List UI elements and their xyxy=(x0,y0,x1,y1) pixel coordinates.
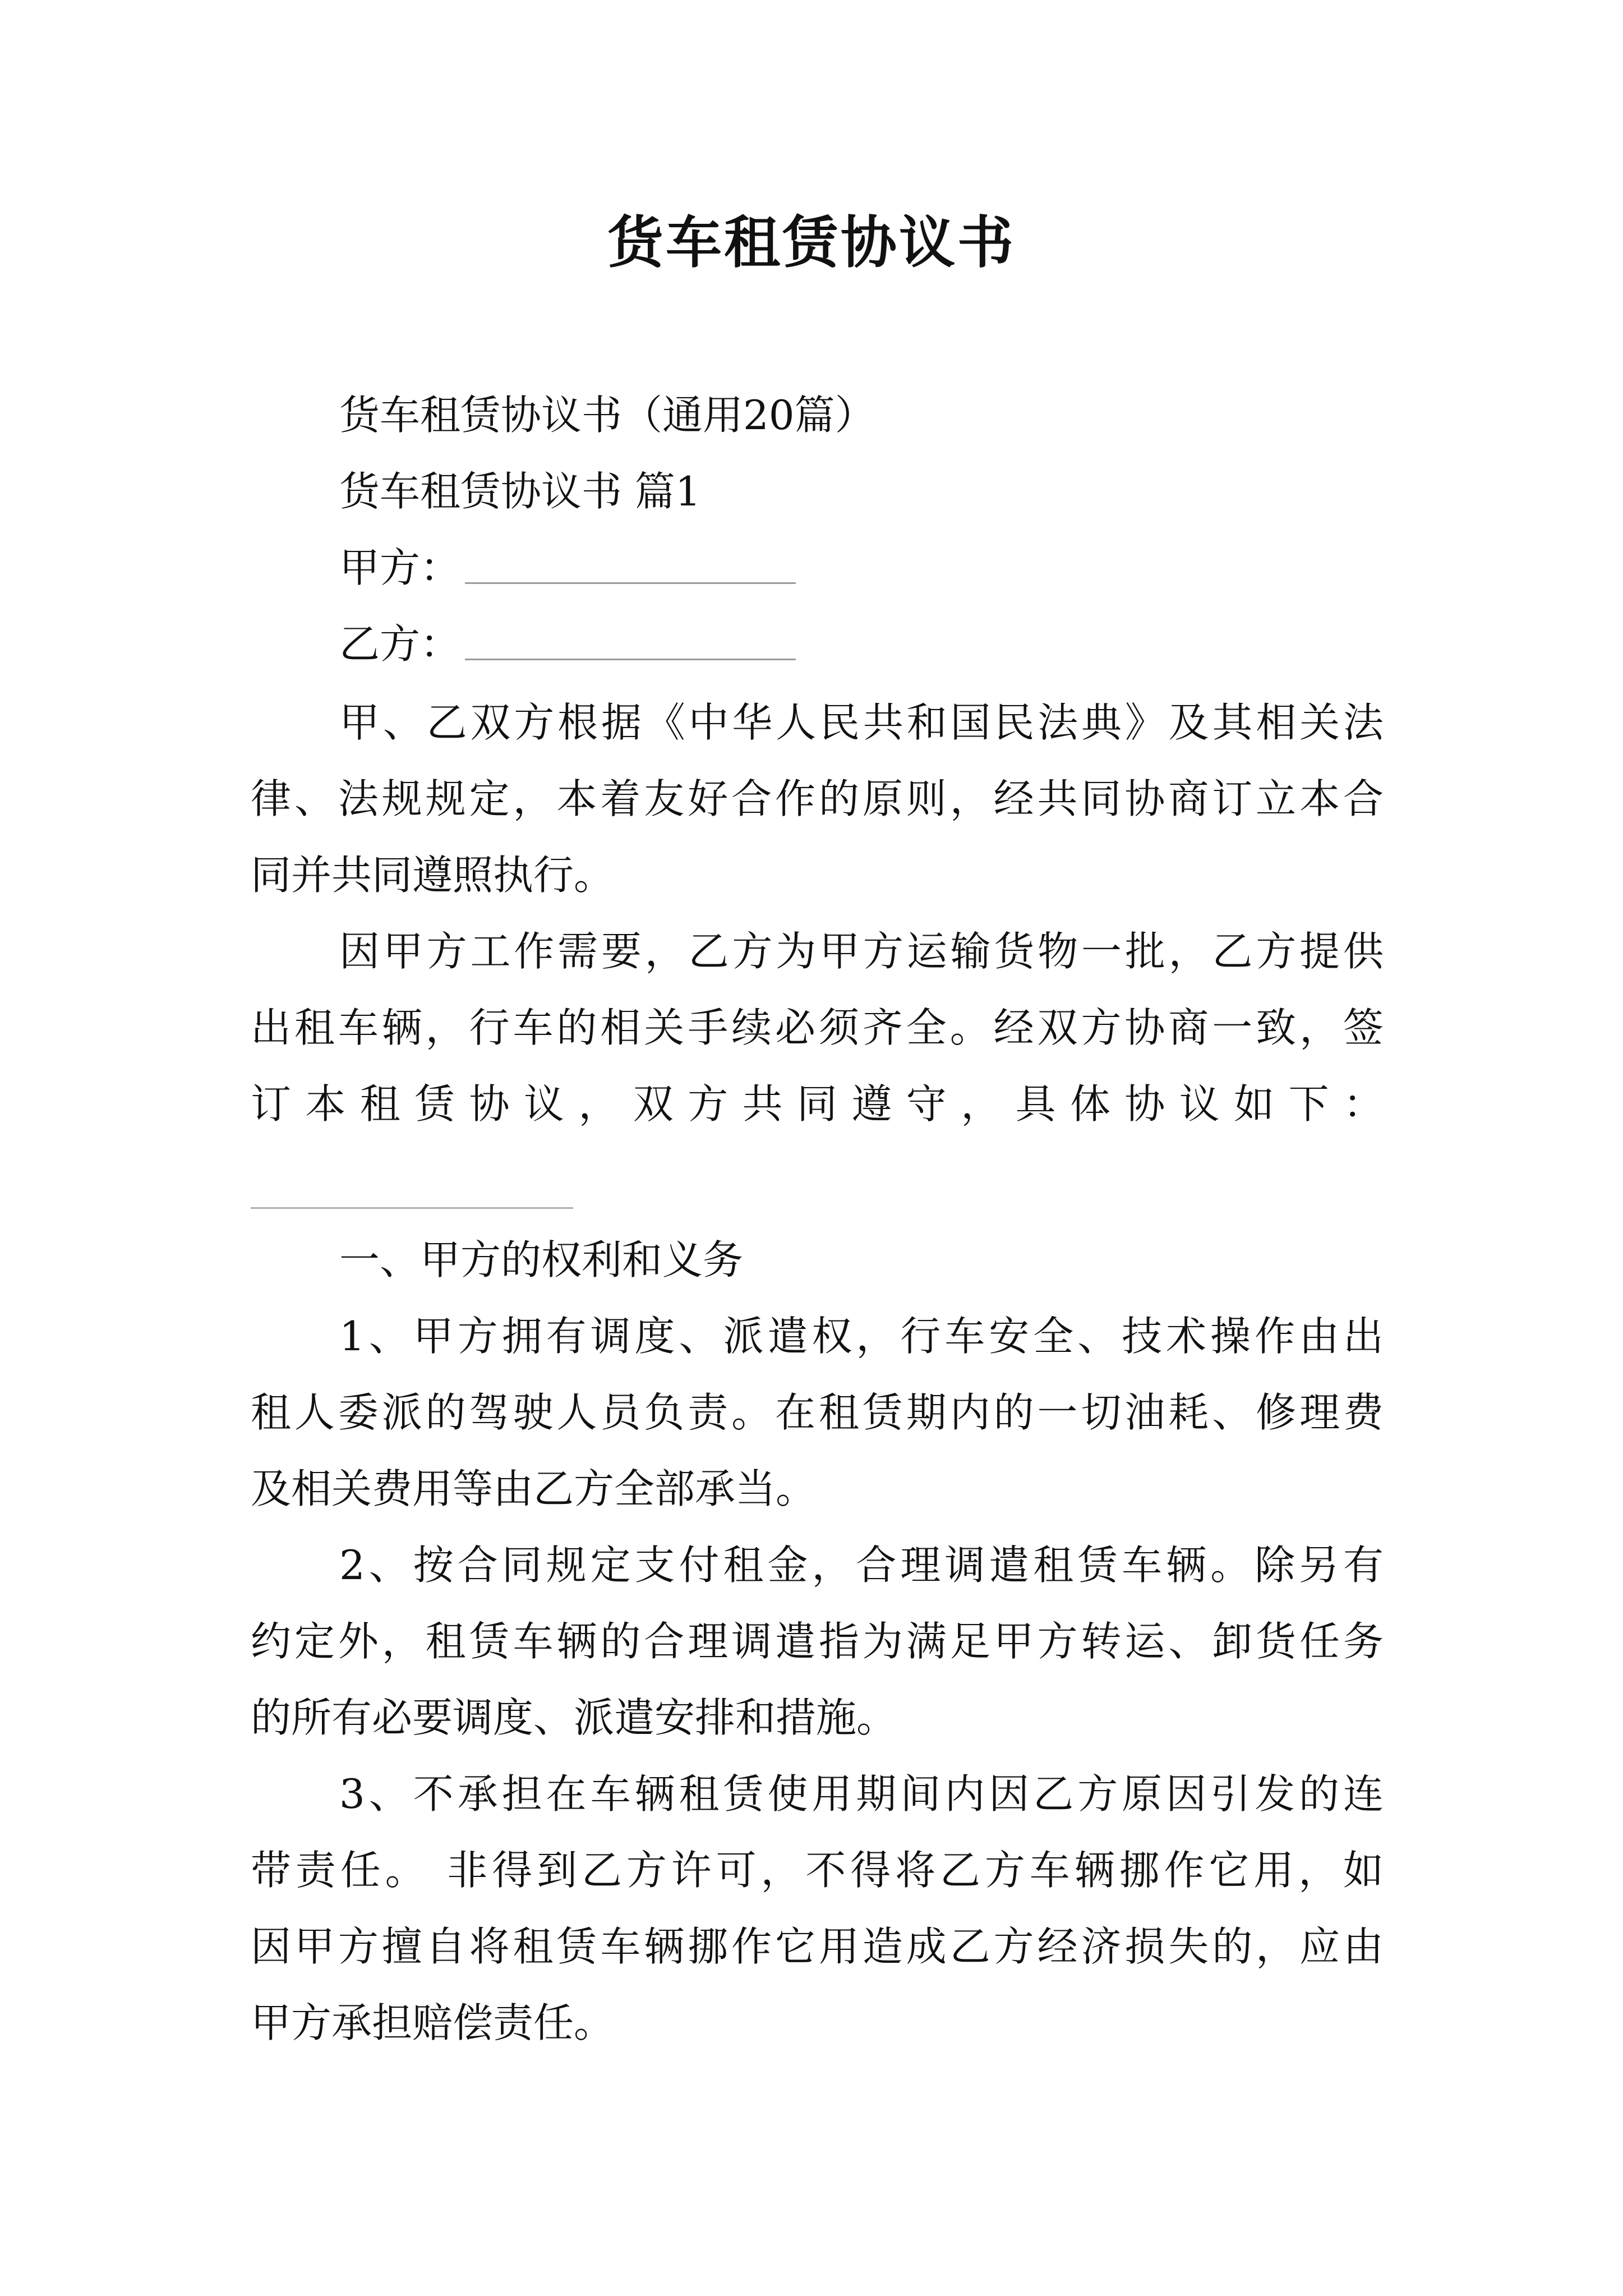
clause-1-line-3: 及相关费用等由乙方全部承当。 xyxy=(251,1465,817,1512)
party-b-line xyxy=(339,616,796,672)
purpose-line-3: 订本租赁协议，双方共同遵守，具体协议如下： xyxy=(251,1080,1384,1128)
party-b-label: 乙方： xyxy=(339,620,461,668)
clause-2-line-1: 2、按合同规定支付租金，合理调遣租赁车辆。除另有 xyxy=(339,1542,1384,1589)
divider-line xyxy=(251,1207,573,1209)
clause-3-line-1: 3、不承担在车辆租赁使用期间内因乙方原因引发的连 xyxy=(339,1770,1384,1818)
clause-1-line-1: 1、甲方拥有调度、派遣权，行车安全、技术操作由出 xyxy=(339,1313,1384,1360)
article-heading: 货车租赁协议书 篇1 xyxy=(339,468,701,515)
clause-3-line-2: 带责任。 非得到乙方许可，不得将乙方车辆挪作它用，如 xyxy=(251,1847,1384,1894)
document-title: 货车租赁协议书 xyxy=(607,209,1016,275)
purpose-line-1: 因甲方工作需要，乙方为甲方运输货物一批，乙方提供 xyxy=(339,928,1384,975)
party-b-blank xyxy=(465,656,796,660)
intro-line-1: 甲、乙双方根据《中华人民共和国民法典》及其相关法 xyxy=(339,699,1384,746)
intro-line-2: 律、法规规定，本着友好合作的原则，经共同协商订立本合 xyxy=(251,775,1384,822)
clause-2-line-2: 约定外，租赁车辆的合理调遣指为满足甲方转运、卸货任务 xyxy=(251,1618,1384,1665)
clause-3-line-4: 甲方承担赔偿责任。 xyxy=(251,1999,615,2046)
party-a-label: 甲方： xyxy=(339,544,461,591)
clause-1-line-2: 租人委派的驾驶人员负责。在租赁期内的一切油耗、修理费 xyxy=(251,1389,1384,1436)
party-a-blank xyxy=(465,580,796,584)
party-a-line xyxy=(339,540,796,596)
purpose-line-2: 出租车辆，行车的相关手续必须齐全。经双方协商一致，签 xyxy=(251,1004,1384,1051)
intro-line-3: 同并共同遵照执行。 xyxy=(251,852,615,899)
clause-2-line-3: 的所有必要调度、派遣安排和措施。 xyxy=(251,1694,897,1741)
clause-3-line-3: 因甲方擅自将租赁车辆挪作它用造成乙方经济损失的，应由 xyxy=(251,1923,1384,1970)
document-subtitle: 货车租赁协议书（通用20篇） xyxy=(339,392,875,439)
section-1-heading: 一、甲方的权利和义务 xyxy=(339,1236,744,1283)
